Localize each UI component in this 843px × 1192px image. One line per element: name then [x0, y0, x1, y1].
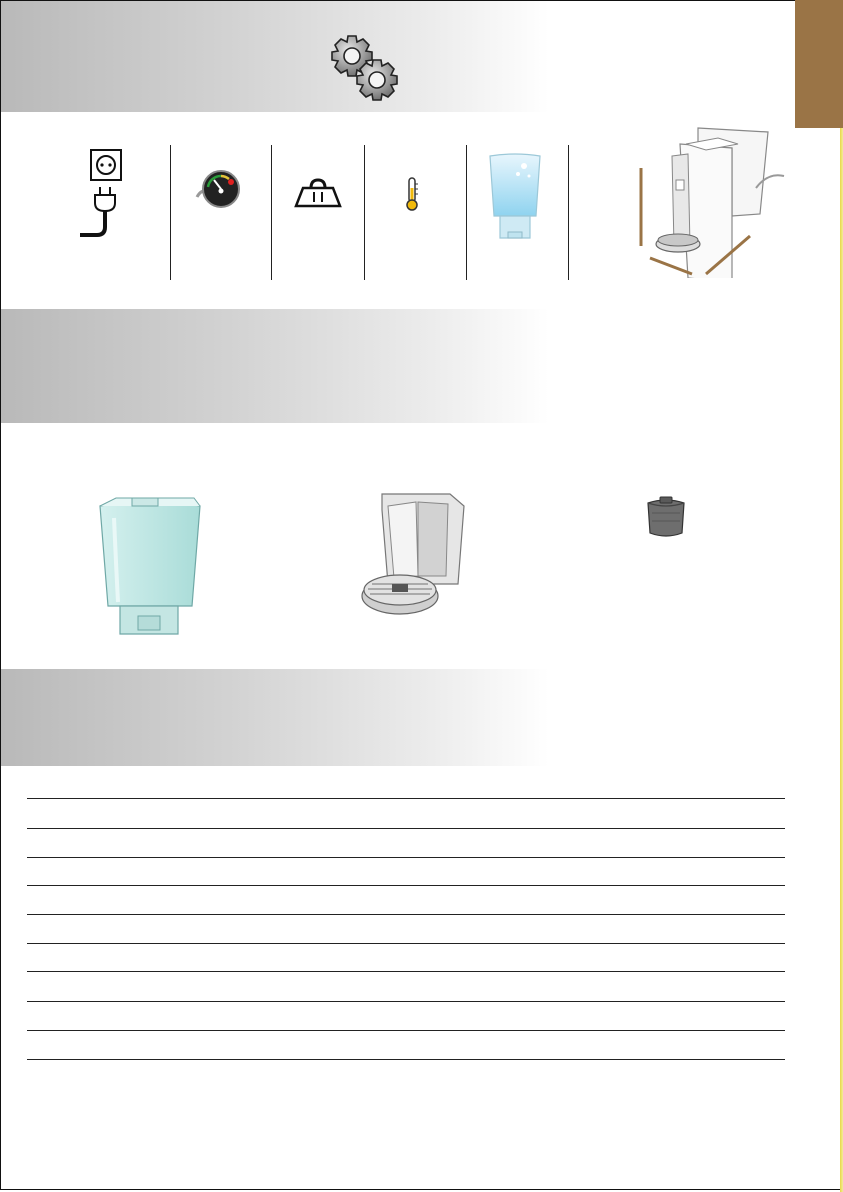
table-row-rule	[27, 943, 785, 944]
table-row-rule	[27, 885, 785, 886]
thermometer-icon	[404, 176, 420, 212]
water-tank-image	[94, 494, 204, 640]
water-filter-image	[642, 495, 690, 541]
machine-dimensions-icon	[628, 118, 788, 278]
gears-icon	[330, 34, 400, 102]
table-row-rule	[27, 828, 785, 829]
spec-divider	[364, 145, 365, 280]
table-row-rule	[27, 971, 785, 972]
table-row-rule	[27, 857, 785, 858]
pressure-gauge-icon	[195, 167, 243, 209]
spec-divider	[271, 145, 272, 280]
table-row-rule	[27, 1030, 785, 1031]
section-tab	[795, 0, 843, 128]
drip-tray-image	[358, 490, 468, 620]
table-row-rule	[27, 1001, 785, 1002]
spec-divider	[466, 145, 467, 280]
table-row-rule	[27, 914, 785, 915]
table-row-rule	[27, 1059, 785, 1060]
accessories-section-band	[1, 309, 784, 423]
spec-divider	[568, 145, 569, 280]
weight-icon	[294, 178, 342, 208]
spec-divider	[170, 145, 171, 280]
table-row-rule	[27, 798, 785, 799]
water-tank-icon	[486, 152, 544, 244]
power-plug-icon	[76, 147, 132, 241]
technical-data-section-band	[1, 669, 784, 766]
